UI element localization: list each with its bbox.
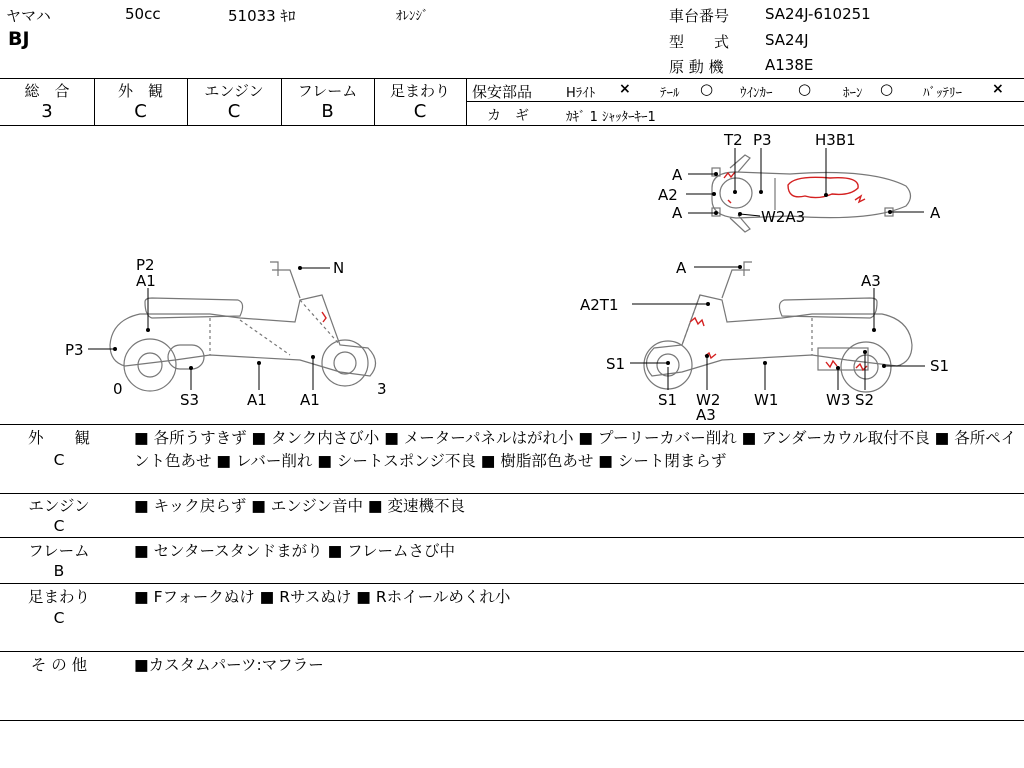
type-value: SA24J [765,31,809,49]
remark-label: 外 観 [27,429,90,447]
safety-item-tail: ﾃｰﾙ [660,86,680,101]
remark-label: フレーム [28,542,90,560]
safety-mark-tail: ○ [700,80,714,98]
grade-header-engine: エンジン [204,82,264,100]
safety-mark-winker: ○ [798,80,812,98]
safety-label: 保安部品 [472,83,533,101]
diagram-label: A2 [658,186,678,204]
engine-label: 原 動 機 [669,58,724,76]
displacement: 50cc [125,5,161,23]
maker: ヤマハ [6,7,51,25]
diagram-label: S2 [855,391,875,409]
divider [0,720,1024,721]
remark-text: ■カスタムパーツ:マフラー [134,656,324,674]
safety-mark-horn: ○ [880,80,894,98]
remark-text: ■ 各所うすきず ■ タンク内さび小 ■ メーターパネルはがれ小 ■ プーリーカバー削れ ■ アンダーカウル取付不良 ■ 各所ペイント色あせ ■ レバー削れ ■ シートスポンジ不良 ■ 樹脂部色あせ ■ シート閉まらず [134,429,1017,470]
key-label: カ ギ [487,108,529,124]
diagram-label: A [672,204,683,222]
diagram-label: A3 [861,272,881,290]
diagram-label: P3 [753,131,772,149]
remark-text: ■ センタースタンドまがり ■ フレームさび中 [134,542,456,560]
remark-grade: C [53,451,65,469]
diagram-label: A [672,166,683,184]
model-name: BJ [8,28,30,50]
remark-label: 足まわり [27,588,90,606]
diagram-label: S3 [180,391,200,409]
divider [0,424,1024,425]
grade-value-suspension: C [413,101,427,122]
diagram-label: 3 [377,380,387,398]
damage-marks [322,172,867,370]
divider [0,493,1024,494]
diagram-label: W2 [696,391,721,409]
divider [0,651,1024,652]
grade-header-frame: フレーム [297,82,358,100]
diagram-label: W1 [754,391,779,409]
diagram-label: A3 [696,406,716,424]
grade-header-overall: 総 合 [24,82,70,100]
remark-text: ■ キック戻らず ■ エンジン音中 ■ 変速機不良 [134,497,465,515]
diagram-label: S1 [930,357,950,375]
safety-mark-battery: × [992,81,1004,97]
safety-item-horn: ﾎｰﾝ [843,86,863,101]
diagram-label: A2T1 [580,296,619,314]
grade-header-suspension: 足まわり [389,82,450,100]
frame-no: SA24J-610251 [765,5,871,23]
frame-no-label: 車台番号 [669,7,730,25]
diagram-label: P2 [136,256,155,274]
diagram-label: P3 [65,341,84,359]
diagram-label: W2A3 [761,208,806,226]
diagram-label: A1 [300,391,320,409]
mileage: 51033 ｷﾛ [228,7,296,25]
remark-label: そ の 他 [30,656,88,674]
diagram-label: S1 [606,355,626,373]
diagram-label: H3B1 [815,131,856,149]
remark-grade: B [53,562,65,580]
diagram-label: W3 [826,391,851,409]
remark-grade: C [53,609,65,627]
remark-grade: C [53,517,65,535]
grade-header-exterior: 外 観 [117,82,163,100]
diagram-label: A [930,204,941,222]
type-label: 型 式 [669,33,730,51]
grade-value-overall: 3 [41,101,53,122]
diagram-label: A [676,259,687,277]
diagram-label: T2 [724,131,743,149]
safety-item-headlight: Hﾗｲﾄ [566,86,596,101]
grade-value-frame: B [321,101,334,122]
divider [0,583,1024,584]
leader-lines [88,148,925,390]
safety-item-winker: ｳｲﾝｶｰ [740,86,773,101]
safety-item-battery: ﾊﾞｯﾃﾘｰ [923,86,962,101]
diagram-label: A1 [136,272,156,290]
scooter-top-view [712,155,911,232]
diagram-label: N [333,259,345,277]
engine-value: A138E [765,56,814,74]
grade-value-exterior: C [134,101,147,122]
key-value: ｶｷﾞ 1 ｼｬｯﾀｰｷｰ1 [566,110,656,125]
grade-value-engine: C [227,101,241,122]
diagram-label: S1 [658,391,678,409]
color: ｵﾚﾝｼﾞ [396,9,429,24]
diagram-label: 0 [113,380,123,398]
remark-label: エンジン [28,497,90,515]
divider [0,537,1024,538]
diagram-label: A1 [247,391,267,409]
remark-text: ■ Fフォークぬけ ■ Rサスぬけ ■ Rホイールめくれ小 [134,588,511,606]
safety-mark-headlight: × [619,81,631,97]
